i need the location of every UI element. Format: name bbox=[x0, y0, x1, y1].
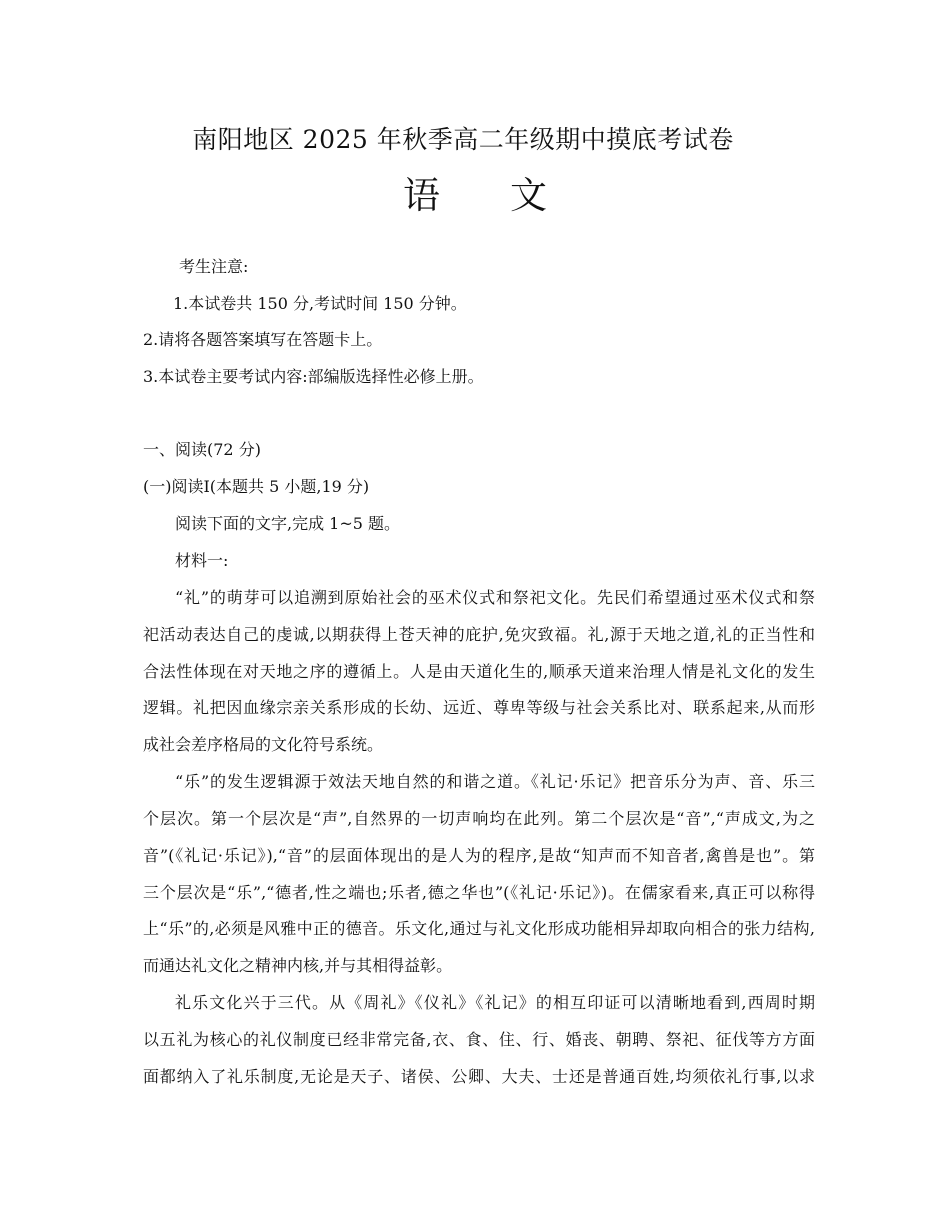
passage-line: 逻辑。礼把因血缘宗亲关系形成的长幼、远近、尊卑等级与社会关系比对、联系起来,从而形 bbox=[143, 698, 815, 717]
section-subtitle: (一)阅读I(本题共 5 小题,19 分) bbox=[143, 477, 370, 496]
notice-item: 2.请将各题答案填写在答题卡上。 bbox=[143, 330, 383, 349]
passage-line: 上“乐”的,必须是风雅中正的德音。乐文化,通过与礼文化形成功能相异却取向相合的张力结构, bbox=[143, 919, 815, 938]
material-label: 材料一: bbox=[175, 551, 229, 570]
passage-line: “乐”的发生逻辑源于效法天地自然的和谐之道。《礼记·乐记》把音乐分为声、音、乐三 bbox=[175, 772, 815, 791]
subject-title: 语文 bbox=[403, 174, 617, 217]
passage-line: 以五礼为核心的礼仪制度已经非常完备,衣、食、住、行、婚丧、朝聘、祭祀、征伐等方方面 bbox=[143, 1030, 815, 1049]
passage-line: 礼乐文化兴于三代。从《周礼》《仪礼》《礼记》的相互印证可以清晰地看到,西周时期 bbox=[175, 993, 815, 1012]
passage-line: 成社会差序格局的文化符号系统。 bbox=[143, 735, 384, 754]
passage-line: 祀活动表达自己的虔诚,以期获得上苍天神的庇护,免灾致福。礼,源于天地之道,礼的正当性和 bbox=[143, 625, 815, 644]
passage-line: 三个层次是“乐”,“德者,性之端也;乐者,德之华也”(《礼记·乐记》)。在儒家看来,真正可以称得 bbox=[143, 883, 815, 902]
notice-heading: 考生注意: bbox=[179, 257, 249, 276]
passage-line: 合法性体现在对天地之序的遵循上。人是由天道化生的,顺承天道来治理人情是礼文化的发生 bbox=[143, 662, 815, 681]
passage-line: 面都纳入了礼乐制度,无论是天子、诸侯、公卿、大夫、士还是普通百姓,均须依礼行事,以求 bbox=[143, 1067, 815, 1086]
passage-line: “礼”的萌芽可以追溯到原始社会的巫术仪式和祭祀文化。先民们希望通过巫术仪式和祭 bbox=[175, 588, 815, 607]
section-title: 一、阅读(72 分) bbox=[143, 440, 261, 459]
notice-item: 1.本试卷共 150 分,考试时间 150 分钟。 bbox=[173, 294, 467, 313]
passage-line: 个层次。第一个层次是“声”,自然界的一切声响均在此列。第二个层次是“音”,“声成文,为之 bbox=[143, 809, 815, 828]
section-instruction: 阅读下面的文字,完成 1~5 题。 bbox=[175, 514, 401, 533]
notice-item: 3.本试卷主要考试内容:部编版选择性必修上册。 bbox=[143, 367, 484, 386]
passage-line: 而通达礼文化之精神内核,并与其相得益彰。 bbox=[143, 956, 453, 975]
exam-title: 南阳地区 2025 年秋季高二年级期中摸底考试卷 bbox=[192, 125, 734, 154]
passage-line: 音”(《礼记·乐记》),“音”的层面体现出的是人为的程序,是故“知声而不知音者,禽兽是也”。第 bbox=[143, 846, 815, 865]
